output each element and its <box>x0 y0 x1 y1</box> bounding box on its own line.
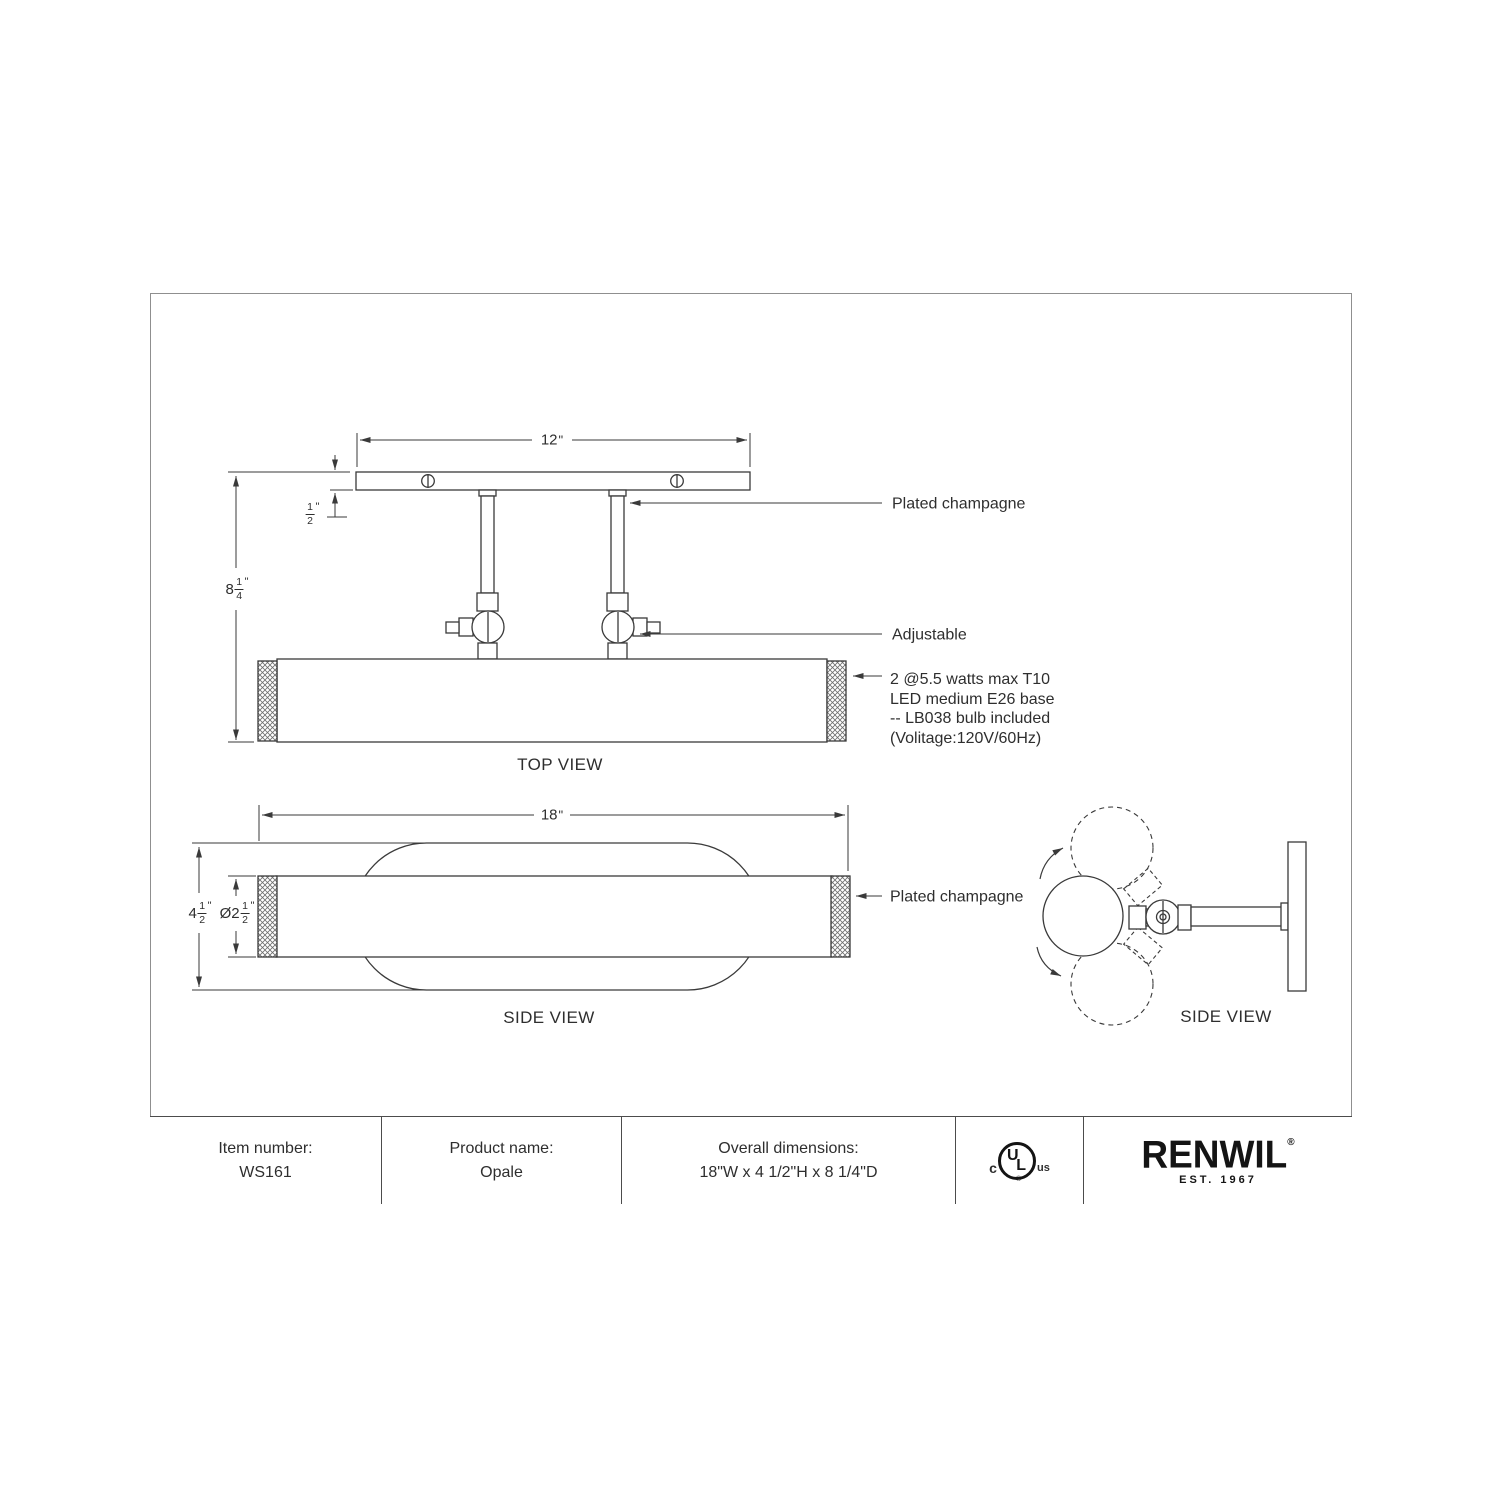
dim-height: 4 $\frac{1}{2}$ " <box>188 900 212 926</box>
renwil-logo: RENWIL ® EST. 1967 <box>1141 1132 1295 1186</box>
cell-overall-dimensions <box>622 1117 956 1204</box>
footer-table <box>150 1116 1352 1204</box>
mounting-bar <box>356 472 750 490</box>
top-view-leader-lines <box>630 503 882 676</box>
knurled-cap-left <box>258 876 277 957</box>
mounting-screw-right <box>671 475 684 488</box>
wall-arm <box>1191 907 1283 926</box>
knurled-cap-left <box>258 661 277 741</box>
overall-dimensions-value: 18"W x 4 1/2"H x 8 1/4"D <box>699 1163 878 1181</box>
knurled-cap-right <box>831 876 850 957</box>
item-number-label: Item number: <box>218 1139 313 1157</box>
cell-item-number <box>150 1117 382 1204</box>
product-name-value: Opale <box>480 1163 523 1181</box>
dim-depth: 8 $\frac{1}{4}$ " <box>225 576 249 602</box>
light-cylinder-side-view <box>258 876 850 957</box>
dim-diameter: Ø2 $\frac{1}{2}$ " <box>219 900 255 926</box>
mounting-screw-left <box>422 475 435 488</box>
rotation-view-title: SIDE VIEW <box>1180 1007 1272 1026</box>
light-cylinder-top-view <box>258 659 846 742</box>
annotation-finish-top: Plated champagne <box>892 495 1026 513</box>
cell-ul-certification <box>956 1117 1084 1204</box>
knurled-cap-right <box>827 661 846 741</box>
top-view-drawing <box>228 433 882 742</box>
arm-joint <box>1178 905 1191 930</box>
swivel-bracket <box>1129 906 1146 929</box>
wall-plate <box>1288 842 1306 991</box>
annotation-bulb-spec: 2 @5.5 watts max T10 LED medium E26 base -- LB038 bulb included (Volitage:120V/60Hz) <box>890 671 1055 747</box>
item-number-value: WS161 <box>239 1163 292 1181</box>
annotation-adjustable: Adjustable <box>892 626 967 644</box>
ul-certification-icon: c U L ® us <box>989 1142 1050 1180</box>
cell-brand <box>1084 1117 1352 1204</box>
cylinder-end-circle <box>1043 876 1123 956</box>
side-view-drawing <box>192 805 882 990</box>
product-name-label: Product name: <box>449 1139 554 1157</box>
dim-width-12: 12 " <box>540 431 564 449</box>
dim-bar-thickness: $\frac{1}{2}$ " <box>304 502 321 526</box>
stem-left <box>446 490 504 659</box>
rotation-view-drawing <box>1037 807 1306 1025</box>
overall-dimensions-label: Overall dimensions: <box>718 1139 859 1157</box>
cell-product-name <box>382 1117 622 1204</box>
top-view-title: TOP VIEW <box>517 755 603 774</box>
annotation-finish-side: Plated champagne <box>890 888 1024 906</box>
dim-width-18: 18 " <box>540 806 564 824</box>
rotated-bracket-upper <box>1124 868 1163 905</box>
side-view-title: SIDE VIEW <box>503 1008 595 1027</box>
